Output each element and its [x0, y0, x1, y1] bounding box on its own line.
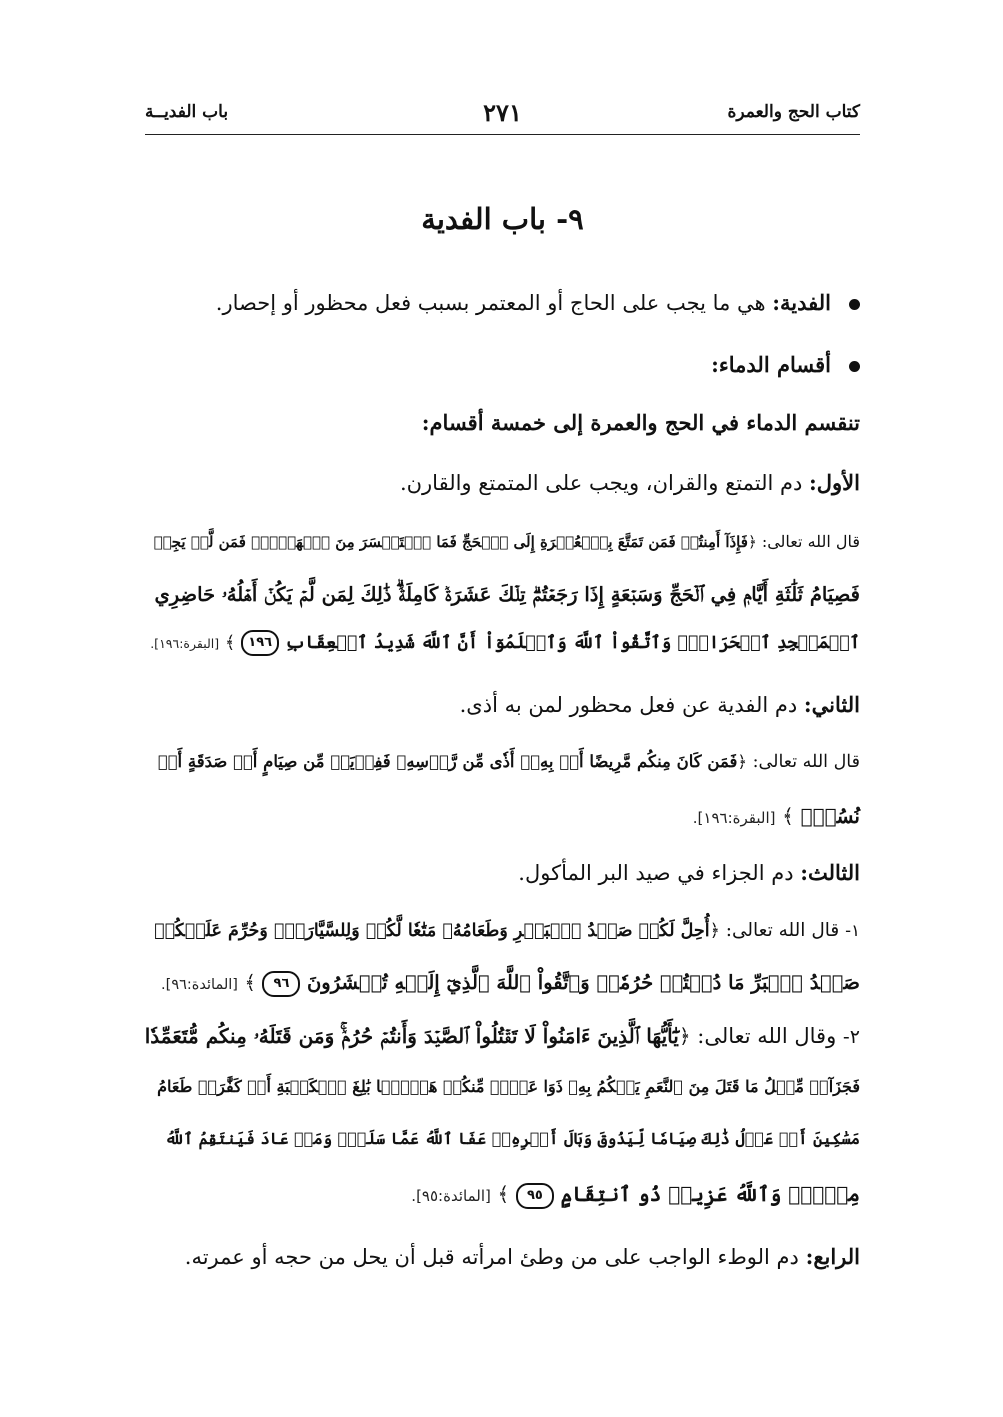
verse-close-bracket: ﴾: [497, 1182, 510, 1206]
third-item2-line-4: [411, 1182, 860, 1209]
second-label: الثاني:: [803, 692, 860, 717]
first-quote-lead: قال الله تعالى:: [761, 532, 860, 551]
item2-verse-text-1: يَٰٓأَيُّهَا ٱلَّذِينَ ءَامَنُواْ لَا تَقۡتُلُواْ ٱلصَّيۡدَ وَأَنتُمۡ حُرُمٞۚ وَمَن قَتَلَهُۥ مِنكُم مُّتَعَمِّدٗا: [144, 1024, 679, 1048]
second-quote-lead: قال الله تعالى:: [752, 752, 860, 772]
item2-verse-text-2: فَجَزَآءٞ مِّثۡلُ مَا قَتَلَ مِنَ ٱلنَّعَمِ يَحۡكُمُ بِهِۦ ذَوَا عَدۡلٖ مِّنكُمۡ هَدۡيَۢا بَٰلِغَ ٱلۡكَعۡبَةِ أَوۡ كَفَّٰرَةٞ طَعَامُ: [157, 1077, 860, 1096]
header-book-title: كتاب الحج والعمرة: [727, 102, 860, 122]
definition-term: الفدية:: [772, 290, 831, 315]
item2-reference: [المائدة:٩٥].: [411, 1187, 491, 1205]
second-verse-text-1: فَمَن كَانَ مِنكُم مَّرِيضًا أَوۡ بِهِۦٓ أَذٗى مِّن رَّأۡسِهِۦ فَفِدۡيَةٞ مِّن صِيَامٍ أَوۡ صَدَقَةٍ أَوۡ: [157, 752, 738, 771]
item2-lead: وقال الله تعالى:: [697, 1024, 837, 1048]
third-item2-line-3: [165, 1129, 860, 1149]
item1-verse-text-1: أُحِلَّ لَكُمۡ صَيۡدُ ٱلۡبَحۡرِ وَطَعَامُهُۥ مَتَٰعٗا لَّكُمۡ وَلِلسَّيَّارَةِۖ وَحُرِّمَ عَلَيۡكُمۡ: [154, 921, 710, 941]
second-verse-line-2: [693, 804, 860, 829]
bullet-icon: [849, 361, 860, 372]
first-verse-line-1: [154, 532, 860, 551]
third-item2-line-1: [145, 1024, 860, 1049]
first-verse-line-2: [155, 582, 860, 607]
verse-close-bracket: ﴾: [782, 804, 794, 828]
verse-open-bracket: ﴿: [709, 921, 720, 941]
verse-close-bracket: ﴾: [225, 633, 236, 653]
fourth-text: دم الوطء الواجب على من وطئ امرأته قبل أن يحل من حجه أو عمرته.: [184, 1245, 799, 1269]
fourth-category: [185, 1244, 860, 1270]
second-verse-text-2: نُسُكٖۚ: [800, 804, 860, 828]
first-label: الأول:: [809, 470, 860, 495]
sections-heading-text: أقسام الدماء:: [711, 352, 831, 377]
first-text: دم التمتع والقران، ويجب على المتمتع والقارن.: [399, 471, 803, 495]
first-verse-line-3: [150, 630, 860, 656]
definition-paragraph: [216, 290, 860, 316]
verse-open-bracket: ﴿: [747, 533, 757, 551]
verse-open-bracket: ﴿: [737, 752, 748, 771]
first-category: [400, 470, 860, 496]
first-verse-text-2: فَصِيَامُ ثَلَٰثَةِ أَيَّامٖ فِي ٱلۡحَجِّ وَسَبۡعَةٍ إِذَا رَجَعۡتُمۡۗ تِلۡكَ عَشَرَةٞ كَامِلَةٞۗ ذَٰلِكَ لِمَن لَّمۡ يَكُنۡ أَهۡلُهُۥ حَاضِرِي: [154, 583, 860, 606]
item2-verse-text-3: مَسَٰكِينَ أَوۡ عَدۡلُ ذَٰلِكَ صِيَامٗا لِّيَذُوقَ وَبَالَ أَمۡرِهِۦۗ عَفَا ٱللَّهُ عَمَّا سَلَفَۚ وَمَنۡ عَادَ فَيَنتَقِمُ ٱللَّهُ: [164, 1129, 860, 1148]
header-divider: [145, 134, 860, 135]
item1-number: ١-: [845, 921, 860, 940]
first-reference: [البقرة:١٩٦].: [150, 636, 220, 651]
second-verse-line-1: [158, 752, 860, 773]
second-text: دم الفدية عن فعل محظور لمن به أذى.: [459, 693, 798, 717]
definition-text: هي ما يجب على الحاج أو المعتمر بسبب فعل محظور أو إحصار.: [215, 291, 766, 315]
verse-open-bracket: ﴿: [678, 1024, 691, 1048]
intro-text: تنقسم الدماء في الحج والعمرة إلى خمسة أقسام:: [421, 410, 860, 435]
third-category: [518, 860, 860, 886]
second-reference: [البقرة:١٩٦].: [692, 809, 776, 827]
third-item1-line-2: [161, 970, 860, 997]
running-header: [145, 100, 860, 134]
ayah-number-196: ١٩٦: [241, 630, 279, 656]
item1-verse-text-2: صَيۡدُ ٱلۡبَرِّ مَا دُمۡتُمۡ حُرُمٗاۗ وَٱتَّقُواْ ٱللَّهَ ٱلَّذِيٓ إِلَيۡهِ تُحۡشَرُونَ: [306, 971, 860, 994]
chapter-title: ٩- باب الفدية: [421, 202, 584, 236]
bullet-icon: [849, 299, 860, 310]
first-verse-text-3: ٱلۡمَسۡجِدِ ٱلۡحَرَامِۚ وَٱتَّقُواْ ٱللَّهَ وَٱعۡلَمُوٓاْ أَنَّ ٱللَّهَ شَدِيدُ ٱلۡعِقَابِ: [285, 633, 860, 653]
header-chapter-title: باب الفديــة: [145, 102, 229, 122]
sections-heading: [711, 352, 860, 378]
item2-verse-text-4: مِنۡهُۚ وَٱللَّهُ عَزِيزٞ ذُو ٱنتِقَامٍ: [560, 1182, 860, 1206]
fourth-label: الرابع:: [805, 1244, 860, 1269]
ayah-number-96: ٩٦: [262, 971, 300, 997]
item1-reference: [المائدة:٩٦].: [161, 977, 238, 993]
third-item2-line-2: [157, 1077, 860, 1097]
third-item1-line-1: [154, 920, 860, 942]
third-text: دم الجزاء في صيد البر المأكول.: [518, 861, 794, 885]
verse-close-bracket: ﴾: [244, 971, 256, 994]
page-number: ٢٧١: [483, 98, 522, 127]
first-verse-text-1: فَإِذَآ أَمِنتُمۡ فَمَن تَمَتَّعَ بِٱلۡعُمۡرَةِ إِلَى ٱلۡحَجِّ فَمَا ٱسۡتَيۡسَرَ مِنَ ٱلۡهَدۡيِۚ فَمَن لَّمۡ يَجِدۡ: [153, 533, 748, 551]
ayah-number-95: ٩٥: [516, 1183, 554, 1209]
third-label: الثالث:: [800, 860, 860, 885]
second-category: [460, 692, 860, 718]
item1-lead: قال الله تعالى:: [725, 920, 840, 941]
item2-number: ٢-: [842, 1026, 860, 1048]
